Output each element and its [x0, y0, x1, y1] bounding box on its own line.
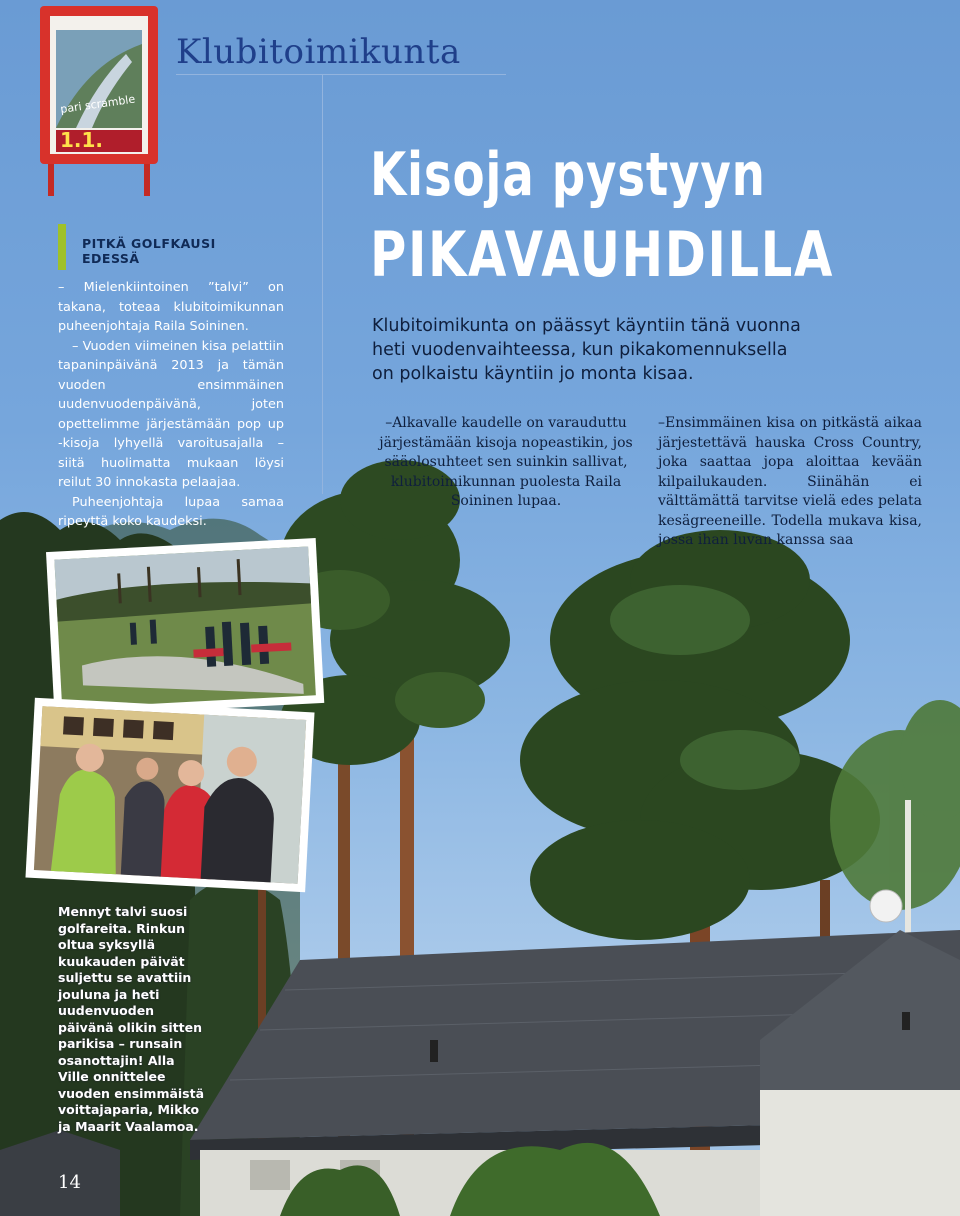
section-title: Klubitoimikunta	[176, 32, 461, 72]
title-divider	[176, 74, 506, 75]
column-divider	[322, 74, 323, 494]
sidebar-paragraph: – Mielenkiintoinen ”talvi” on takana, toteaa klubitoimikunnan puheenjohtaja Raila Soininen.	[58, 280, 284, 334]
headline-line1: Kisoja pystyyn	[370, 140, 766, 210]
sidebar-text	[58, 278, 284, 532]
sidebar-heading: PITKÄ GOLFKAUSI EDESSÄ	[82, 236, 216, 266]
photo-caption: Mennyt talvi suosi golfareita. Rinkun oltua syksyllä kuukauden päivät suljettu se avattiin jouluna ja heti uudenvuoden päivänä olikin sitten parikisa – runsain osanottajin! Alla Ville onnittelee vuoden ensimmäistä voittajaparia, Mikko ja Maarit Vaalamoa.	[58, 904, 205, 1134]
sidebar-paragraph: – Vuoden viimeinen kisa pelattiin tapaninpäivänä 2013 ja tämän vuoden ensimmäinen uudenvuodenpäivänä, joten opettelimme järjestämään pop up -kisoja lyhyellä varoitusajalla – siitä huolimatta mukaan löysi reilut 30 innokasta pelaajaa.	[58, 338, 284, 490]
sign-board-illustration	[36, 4, 166, 202]
sidebar-accent-bar	[58, 224, 66, 270]
body-column-2: –Alkavalle kaudelle on varauduttu järjestämään kisoja nopeastikin, jos sääolosuhteet sen suinkin sallivat, klubitoimikunnan puolesta Raila Soininen lupaa.	[379, 415, 633, 509]
headline-line2: PIKAVAUHDILLA	[370, 218, 834, 291]
lead-paragraph: Klubitoimikunta on päässyt käyntiin tänä vuonna heti vuodenvaihteessa, kun pikakomennuksella on polkaistu käyntiin jo monta kisaa.	[372, 316, 801, 384]
sign-line1: pari scramble	[59, 92, 136, 116]
sign-line2: 1.1.	[60, 128, 104, 152]
sidebar-paragraph: Puheenjohtaja lupaa samaa ripeyttä koko kaudeksi.	[58, 494, 284, 529]
body-column-3: –Ensimmäinen kisa on pitkästä aikaa järjestettävä hauska Cross Country, joka saattaa jopa aloittaa kevään kilpailukauden. Siinähän ei välttämättä tarvitse vielä edes pelata kesägreeneille. Todella mukava kisa, jossa ihan luvan kanssa saa	[658, 415, 922, 548]
page-number: 14	[58, 1172, 81, 1193]
